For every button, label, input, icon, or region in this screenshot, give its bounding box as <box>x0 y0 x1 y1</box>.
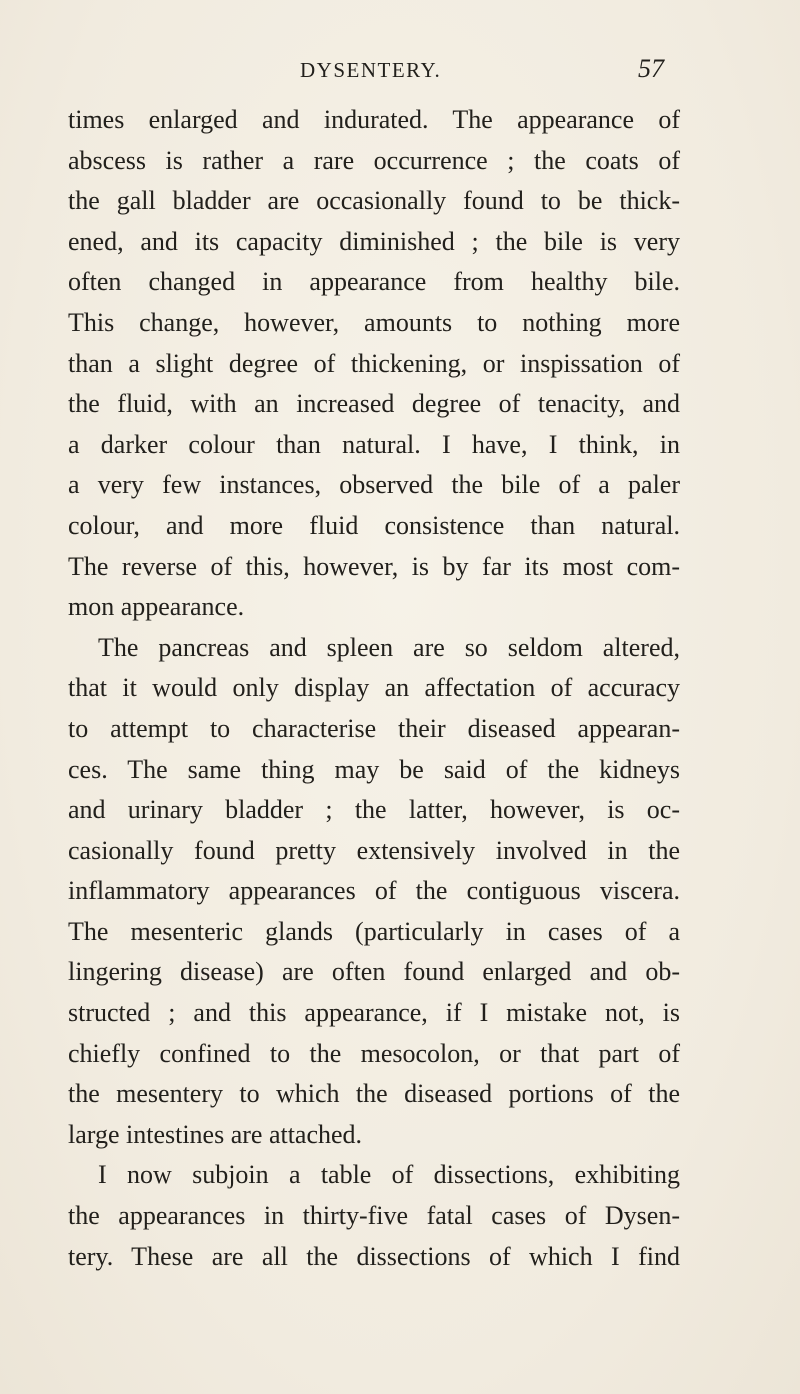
text-line: ces. The same thing may be said of the kidneys <box>68 754 680 784</box>
text-line: to attempt to characterise their diseased appearan- <box>68 713 680 743</box>
text-line: times enlarged and indurated. The appearance of <box>68 105 680 134</box>
text-line: abscess is rather a rare occurrence ; the coats of <box>68 145 680 175</box>
running-header <box>0 56 800 92</box>
text-line: ened, and its capacity diminished ; the bile is very <box>68 226 680 256</box>
text-line: lingering disease) are often found enlarged and ob- <box>68 957 680 987</box>
text-line: mon appearance. <box>68 592 245 622</box>
running-title: DYSENTERY. <box>300 58 442 82</box>
text-line: The pancreas and spleen are so seldom altered, <box>98 632 680 662</box>
text-line: than a slight degree of thickening, or inspissation of <box>68 348 680 378</box>
text-line: the mesentery to which the diseased portions of the <box>68 1079 680 1109</box>
text-line: that it would only display an affectation of accuracy <box>68 673 680 703</box>
page-number: 57 <box>638 54 664 83</box>
text-line: This change, however, amounts to nothing more <box>68 307 680 337</box>
text-line: the gall bladder are occasionally found to be thick- <box>68 186 680 216</box>
text-line: large intestines are attached. <box>68 1119 363 1149</box>
text-line: colour, and more fluid consistence than natural. <box>68 510 680 540</box>
text-line: I now subjoin a table of dissections, exhibiting <box>98 1160 680 1190</box>
text-line: and urinary bladder ; the latter, however, is oc- <box>68 795 680 825</box>
text-line: casionally found pretty extensively involved in the <box>68 835 680 865</box>
text-line: a darker colour than natural. I have, I think, in <box>68 429 680 459</box>
text-line: The reverse of this, however, is by far its most com- <box>68 551 680 581</box>
text-line: the fluid, with an increased degree of tenacity, and <box>68 389 680 419</box>
text-line: the appearances in thirty-five fatal cases of Dysen- <box>68 1201 680 1231</box>
text-line: structed ; and this appearance, if I mistake not, is <box>68 998 680 1028</box>
text-line: tery. These are all the dissections of which I find <box>68 1241 680 1271</box>
text-line: inflammatory appearances of the contiguous viscera. <box>68 876 680 906</box>
text-line: The mesenteric glands (particularly in cases of a <box>68 916 680 946</box>
text-line: a very few instances, observed the bile of a paler <box>68 470 680 500</box>
text-line: chiefly confined to the mesocolon, or that part of <box>68 1038 680 1068</box>
body-text <box>68 100 680 1277</box>
text-line: often changed in appearance from healthy bile. <box>68 267 680 297</box>
